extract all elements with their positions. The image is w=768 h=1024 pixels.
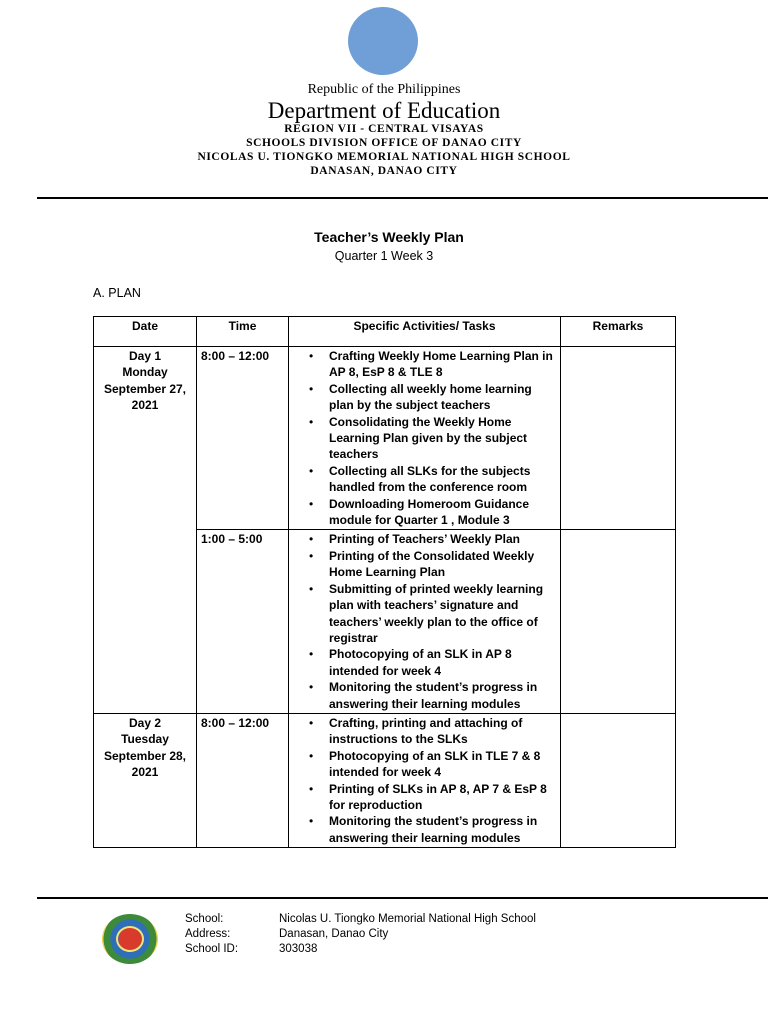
weekly-plan-table	[93, 316, 676, 848]
deped-seal-icon	[348, 7, 418, 75]
task-item: • Printing of the Consolidated Weekly Home Learning Plan	[293, 548, 556, 581]
footer-id-label: School ID:	[185, 943, 239, 955]
column-header-date: Date	[94, 317, 197, 347]
task-item: • Consolidating the Weekly Home Learning Plan given by the subject teachers	[293, 414, 556, 463]
column-header-remarks: Remarks	[561, 317, 676, 347]
header-republic: Republic of the Philippines	[307, 82, 461, 97]
column-header-time: Time	[197, 317, 289, 347]
activities-cell	[289, 713, 561, 847]
task-item: • Monitoring the student’s progress in answering their learning modules	[293, 813, 556, 846]
date-weekday: Tuesday	[121, 732, 169, 747]
activities-cell	[289, 347, 561, 530]
task-item: • Monitoring the student’s progress in answering their learning modules	[293, 679, 556, 712]
date-year: 2021	[131, 398, 159, 413]
remarks-cell	[561, 713, 676, 847]
date-cell	[94, 713, 197, 847]
date-month-day: September 28,	[103, 748, 187, 763]
remarks-cell	[561, 530, 676, 713]
task-item: • Photocopying of an SLK in AP 8 intended for week 4	[293, 646, 556, 679]
column-header-activities: Specific Activities/ Tasks	[289, 317, 561, 347]
document-title: Teacher’s Weekly Plan	[314, 229, 464, 245]
date-day: Day 1	[128, 349, 162, 363]
task-item: • Crafting Weekly Home Learning Plan in AP 8, EsP 8 & TLE 8	[293, 348, 556, 381]
footer-address-label: Address:	[185, 928, 231, 940]
task-item: • Collecting all weekly home learning plan by the subject teachers	[293, 381, 556, 414]
task-item: • Photocopying of an SLK in TLE 7 & 8 intended for week 4	[293, 748, 556, 781]
table-row	[94, 713, 676, 847]
time-cell: 8:00 – 12:00	[197, 713, 289, 847]
header-region: REGION VII - CENTRAL VISAYAS	[284, 123, 484, 135]
header-location: DANASAN, DANAO CITY	[310, 165, 458, 177]
date-weekday: Monday	[122, 365, 168, 380]
remarks-cell	[561, 347, 676, 530]
footer-divider	[37, 897, 768, 899]
header-divider	[37, 197, 768, 199]
section-heading: A. PLAN	[93, 286, 141, 300]
table-header-row	[94, 317, 676, 347]
header-school: NICOLAS U. TIONGKO MEMORIAL NATIONAL HIGH SCHOOL	[197, 151, 571, 163]
date-year: 2021	[131, 765, 159, 780]
header-division: SCHOOLS DIVISION OFFICE OF DANAO CITY	[246, 137, 522, 149]
date-month-day: September 27,	[103, 381, 187, 396]
date-day: Day 2	[128, 715, 162, 730]
footer-school-value: Nicolas U. Tiongko Memorial National High School	[279, 913, 536, 925]
footer-address-value: Danasan, Danao City	[279, 928, 389, 940]
activities-cell	[289, 530, 561, 713]
table-row	[94, 347, 676, 530]
task-item: • Printing of SLKs in AP 8, AP 7 & EsP 8 for reproduction	[293, 781, 556, 814]
task-item: • Downloading Homeroom Guidance module for Quarter 1 , Module 3	[293, 496, 556, 529]
task-item: • Submitting of printed weekly learning plan with teachers’ signature and teachers’ weekly plan to the office of registrar	[293, 581, 556, 647]
date-cell	[94, 347, 197, 714]
school-seal-icon	[102, 914, 158, 964]
document-subtitle: Quarter 1 Week 3	[334, 249, 434, 263]
time-cell: 8:00 – 12:00	[197, 347, 289, 530]
footer-school-label: School:	[185, 913, 224, 925]
task-item: • Collecting all SLKs for the subjects handled from the conference room	[293, 463, 556, 496]
footer-id-value: 303038	[279, 943, 318, 955]
time-cell: 1:00 – 5:00	[197, 530, 289, 713]
task-item: • Crafting, printing and attaching of instructions to the SLKs	[293, 715, 556, 748]
header-department: Department of Education	[267, 98, 501, 123]
task-item: • Printing of Teachers’ Weekly Plan	[293, 531, 556, 547]
